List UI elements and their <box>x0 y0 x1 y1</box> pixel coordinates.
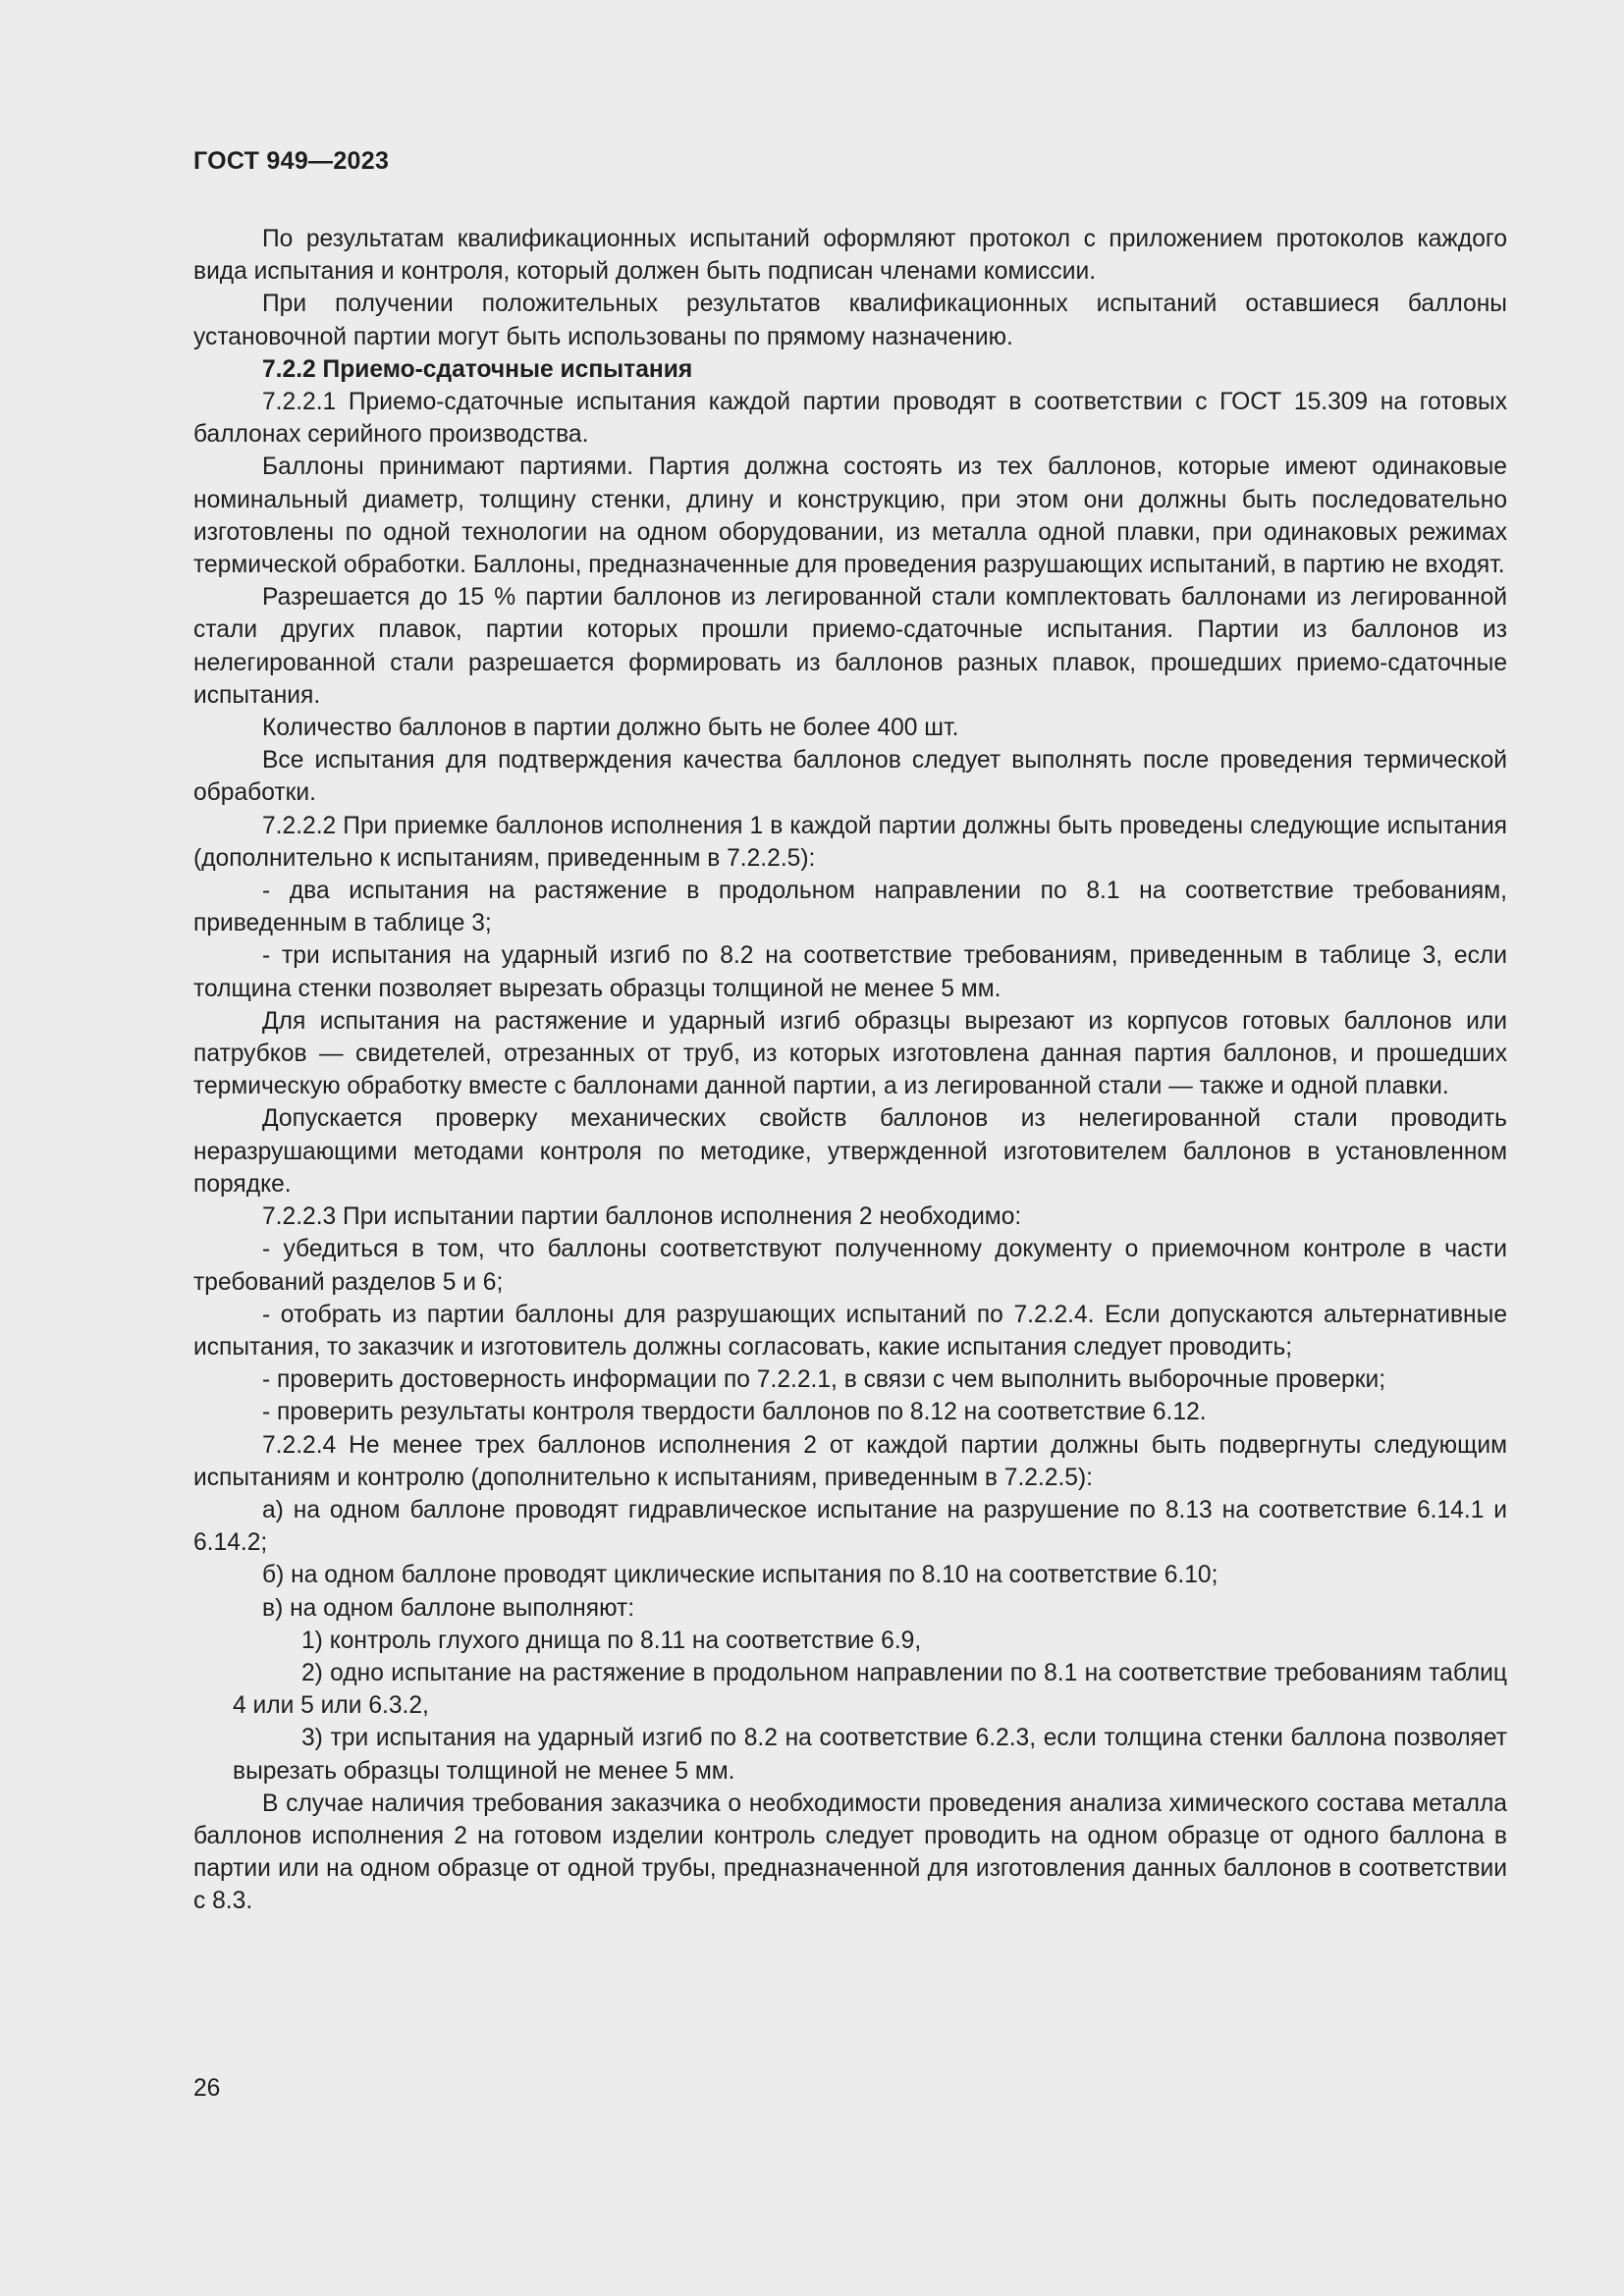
paragraph: Баллоны принимают партиями. Партия должна состоять из тех баллонов, которые имеют одинаковые номинальный диаметр, толщину стенки, длину и конструкцию, при этом они должны быть последовательно изготовлены по одной технологии на одном оборудовании, из металла одной плавки, при одинаковых режимах термической обработки. Баллоны, предназначенные для проведения разрушающих испытаний, в партию не входят. <box>193 454 1507 579</box>
paragraph: По результатам квалификационных испытаний оформляют протокол с приложением протоколов каждого вида испытания и контроля, который должен быть подписан членами комиссии. <box>193 226 1507 286</box>
list-item: б) на одном баллоне проводят циклические испытания по 8.10 на соответствие 6.10; <box>262 1562 1218 1589</box>
paragraph: При получении положительных результатов квалификационных испытаний оставшиеся баллоны установочной партии могут быть использованы по прямому назначению. <box>193 291 1507 350</box>
list-item: в) на одном баллоне выполняют: <box>262 1594 635 1622</box>
list-item: - проверить достоверность информации по 7.2.2.1, в связи с чем выполнить выборочные проверки; <box>262 1366 1386 1394</box>
sub-list-item: 2) одно испытание на растяжение в продольном направлении по 8.1 на соответствие требованиям таблиц 4 или 5 или 6.3.2, <box>233 1659 1507 1720</box>
list-item: - проверить результаты контроля твердости баллонов по 8.12 на соответствие 6.12. <box>262 1399 1207 1426</box>
paragraph: 7.2.2.3 При испытании партии баллонов исполнения 2 необходимо: <box>262 1203 1022 1231</box>
paragraph: 7.2.2.1 Приемо-сдаточные испытания каждой партии проводят в соответствии с ГОСТ 15.309 на готовых баллонах серийного производства. <box>193 389 1507 449</box>
paragraph: В случае наличия требования заказчика о необходимости проведения анализа химического состава металла баллонов исполнения 2 на готовом изделии контроль следует проводить на одном образце от одного баллона в партии или на одном образце от одной трубы, предназначенной для изготовления данных баллонов в соответствии с 8.3. <box>193 1789 1507 1915</box>
list-item: - два испытания на растяжение в продольном направлении по 8.1 на соответствие требованиям, приведенным в таблице 3; <box>193 878 1507 937</box>
sub-list-item: 3) три испытания на ударный изгиб по 8.2 на соответствие 6.2.3, если толщина стенки баллона позволяет вырезать образцы толщиной не менее 5 мм. <box>233 1725 1507 1785</box>
sub-list-item: 1) контроль глухого днища по 8.11 на соответствие 6.9, <box>301 1627 922 1654</box>
list-item: - убедиться в том, что баллоны соответствуют полученному документу о приемочном контроле в части требований разделов 5 и 6; <box>193 1236 1507 1296</box>
list-item: - три испытания на ударный изгиб по 8.2 на соответствие требованиям, приведенным в таблице 3, если толщина стенки позволяет вырезать образцы толщиной не менее 5 мм. <box>193 942 1507 1002</box>
list-item: а) на одном баллоне проводят гидравлическое испытание на разрушение по 8.13 на соответствие 6.14.1 и 6.14.2; <box>193 1496 1507 1557</box>
paragraph: 7.2.2.2 При приемке баллонов исполнения 1 в каждой партии должны быть проведены следующие испытания (дополнительно к испытаниям, приведенным в 7.2.2.5): <box>193 812 1507 872</box>
document-code: ГОСТ 949—2023 <box>193 147 390 175</box>
list-item: - отобрать из партии баллоны для разрушающих испытаний по 7.2.2.4. Если допускаются альтернативные испытания, то заказчик и изготовитель должны согласовать, какие испытания следует проводить; <box>193 1301 1507 1361</box>
paragraph: Для испытания на растяжение и ударный изгиб образцы вырезают из корпусов готовых баллонов или патрубков — свидетелей, отрезанных от труб, из которых изготовлена данная партия баллонов, и прошедших термическую обработку вместе с баллонами данной партии, а из легированной стали — также и одной плавки. <box>193 1007 1507 1100</box>
section-heading: 7.2.2 Приемо-сдаточные испытания <box>262 355 693 383</box>
document-body <box>193 223 1507 1918</box>
paragraph: 7.2.2.4 Не менее трех баллонов исполнения 2 от каждой партии должны быть подвергнуты следующим испытаниям и контролю (дополнительно к испытаниям, приведенным в 7.2.2.5): <box>193 1431 1507 1491</box>
paragraph: Допускается проверку механических свойств баллонов из нелегированной стали проводить неразрушающими методами контроля по методике, утвержденной изготовителем баллонов в установленном порядке. <box>193 1105 1507 1198</box>
paragraph: Все испытания для подтверждения качества баллонов следует выполнять после проведения термической обработки. <box>193 747 1507 807</box>
paragraph: Количество баллонов в партии должно быть не более 400 шт. <box>262 715 959 742</box>
page-number: 26 <box>193 2075 221 2102</box>
paragraph: Разрешается до 15 % партии баллонов из легированной стали комплектовать баллонами из легированной стали других плавок, партии которых прошли приемо-сдаточные испытания. Партии из баллонов из нелегированной стали разрешается формировать из баллонов разных плавок, прошедших приемо-сдаточные испытания. <box>193 584 1507 709</box>
